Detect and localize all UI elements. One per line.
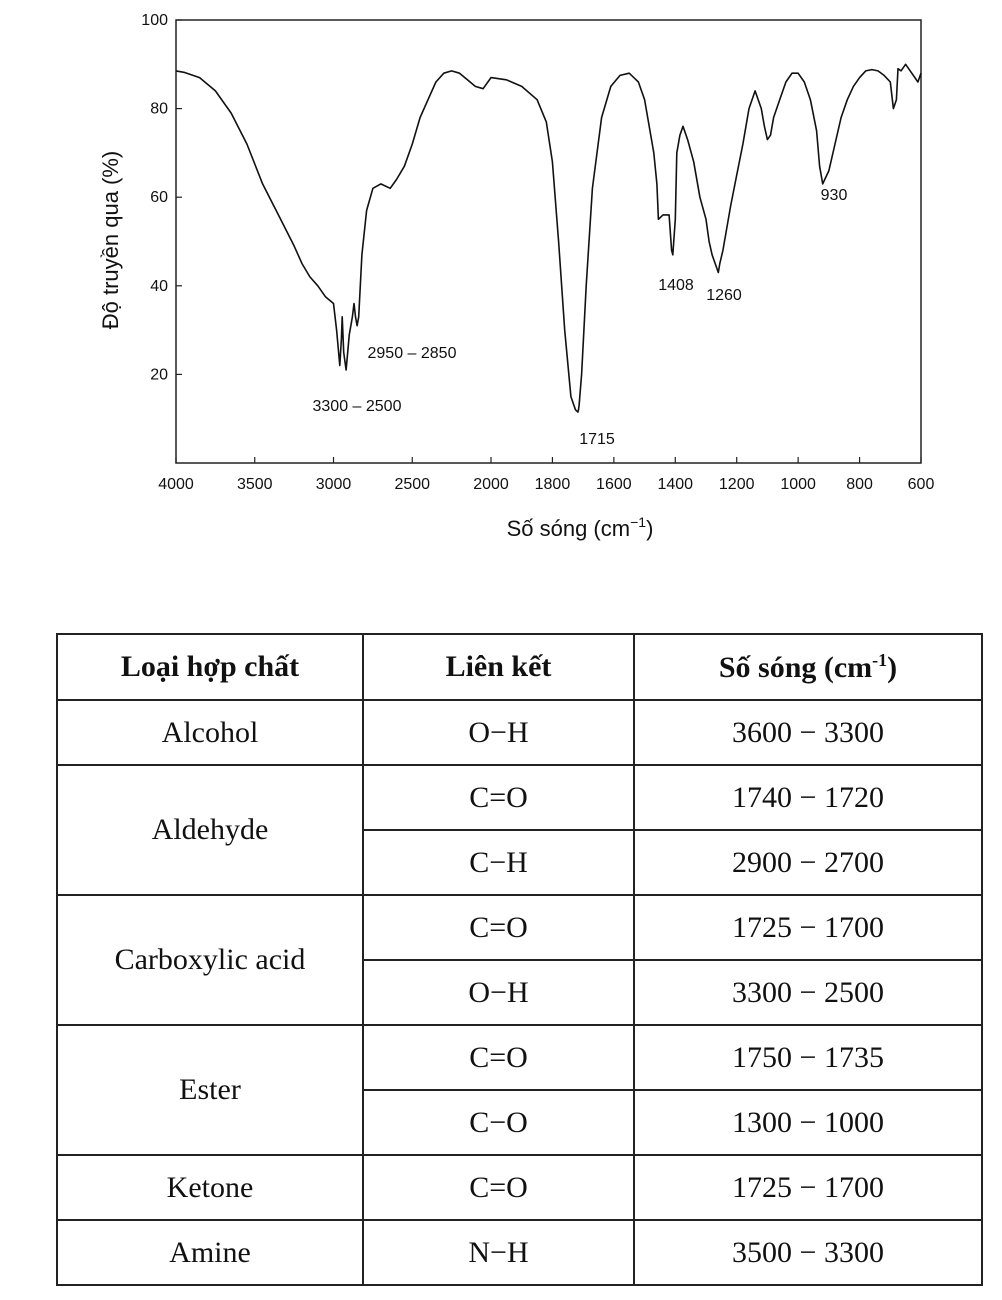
cell-wavenumber: 1300 − 1000 — [634, 1090, 982, 1155]
cell-compound: Ketone — [57, 1155, 363, 1220]
cell-compound: Alcohol — [57, 700, 363, 765]
table-row — [57, 1220, 982, 1285]
header-compound-type: Loại hợp chất — [57, 634, 363, 700]
cell-wavenumber: 3500 − 3300 — [634, 1220, 982, 1285]
y-tick-label: 20 — [150, 366, 168, 384]
peak-annotation: 1408 — [658, 277, 694, 294]
table-row — [57, 1155, 982, 1220]
ir-spectrum-chart — [0, 0, 1002, 560]
header-wavenumber — [634, 634, 982, 700]
header-wavenumber-close: ) — [887, 650, 898, 684]
x-tick-label: 2000 — [473, 476, 509, 493]
peak-annotation: 1715 — [579, 431, 615, 448]
table-row — [57, 895, 982, 960]
y-tick-label: 100 — [141, 12, 168, 29]
x-tick-label: 1200 — [718, 476, 755, 493]
x-tick-label: 1600 — [596, 476, 632, 493]
cell-wavenumber: 3600 − 3300 — [634, 700, 982, 765]
table-header-row — [57, 634, 982, 700]
annotations-layer — [313, 187, 848, 448]
plot-border — [176, 20, 921, 463]
x-axis-label-sup: −1 — [630, 514, 647, 530]
cell-wavenumber: 1750 − 1735 — [634, 1025, 982, 1090]
table-body — [57, 700, 982, 1285]
x-tick-label: 3500 — [236, 476, 273, 493]
cell-wavenumber: 2900 − 2700 — [634, 830, 982, 895]
x-tick-label: 1800 — [534, 476, 571, 493]
series-layer — [176, 64, 921, 412]
x-tick-label: 800 — [846, 476, 873, 493]
cell-wavenumber: 1725 − 1700 — [634, 1155, 982, 1220]
peak-annotation: 1260 — [706, 287, 742, 304]
cell-wavenumber: 1725 − 1700 — [634, 895, 982, 960]
header-bond: Liên kết — [363, 634, 634, 700]
header-wavenumber-sup: -1 — [872, 649, 888, 670]
cell-bond: C−O — [363, 1090, 634, 1155]
cell-compound: Aldehyde — [57, 765, 363, 895]
peak-annotation: 3300 – 2500 — [312, 398, 402, 415]
table-row — [57, 1025, 982, 1090]
spectrum-line — [176, 64, 921, 412]
peak-annotation: 2950 – 2850 — [367, 345, 457, 362]
cell-bond: C=O — [363, 765, 634, 830]
cell-compound: Carboxylic acid — [57, 895, 363, 1025]
x-tick-label: 2500 — [394, 476, 431, 493]
x-tick-label: 1400 — [657, 476, 694, 493]
y-tick-label: 60 — [150, 189, 168, 207]
x-tick-label: 600 — [907, 476, 935, 493]
peak-annotation: 930 — [820, 187, 848, 204]
table-row — [57, 700, 982, 765]
table-row — [57, 765, 982, 830]
cell-bond: O−H — [363, 960, 634, 1025]
cell-bond: O−H — [363, 700, 634, 765]
axis-ticks — [141, 12, 934, 493]
y-axis-label: Độ truyền qua (%) — [98, 150, 123, 330]
cell-bond: C=O — [363, 895, 634, 960]
x-tick-label: 3000 — [315, 476, 352, 493]
cell-bond: C−H — [363, 830, 634, 895]
x-tick-label: 4000 — [158, 476, 194, 493]
cell-compound: Amine — [57, 1220, 363, 1285]
cell-bond: C=O — [363, 1025, 634, 1090]
plot-frame — [176, 20, 921, 463]
x-axis-label-close: ) — [646, 516, 654, 541]
y-tick-label: 40 — [150, 277, 168, 295]
cell-compound: Ester — [57, 1025, 363, 1155]
header-wavenumber-text: Số sóng (cm — [718, 650, 873, 684]
cell-wavenumber: 3300 − 2500 — [634, 960, 982, 1025]
y-tick-label: 80 — [150, 100, 168, 118]
x-axis-label — [507, 514, 654, 541]
x-axis-label-main: Số sóng (cm — [506, 516, 631, 541]
cell-bond: C=O — [363, 1155, 634, 1220]
cell-wavenumber: 1740 − 1720 — [634, 765, 982, 830]
ir-reference-table — [56, 633, 983, 1286]
x-tick-label: 1000 — [780, 476, 816, 493]
cell-bond: N−H — [363, 1220, 634, 1285]
